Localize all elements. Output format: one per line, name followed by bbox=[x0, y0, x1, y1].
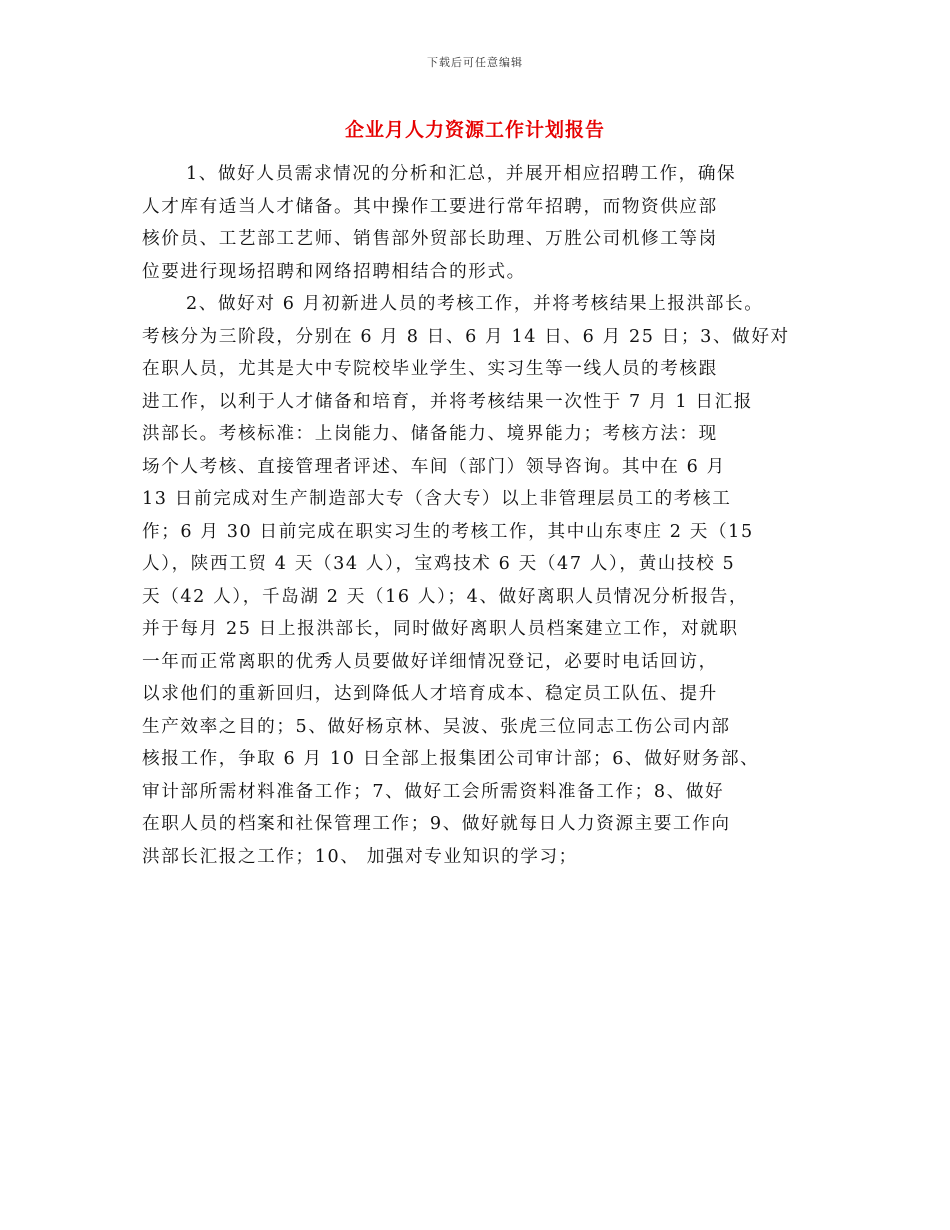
paragraph-line: 人才库有适当人才储备。其中操作工要进行常年招聘，而物资供应部 bbox=[142, 196, 718, 217]
paragraph-line: 一年而正常离职的优秀人员要做好详细情况登记，必要时电话回访， bbox=[142, 651, 718, 672]
paragraph-line: 2、做好对 6 月初新进人员的考核工作，并将考核结果上报洪部长。 bbox=[186, 294, 764, 314]
document-title: 企业月人力资源工作计划报告 bbox=[344, 119, 605, 141]
paragraph-line: 核价员、工艺部工艺师、销售部外贸部长助理、万胜公司机修工等岗 bbox=[142, 229, 718, 249]
paragraph-line: 在职人员的档案和社保管理工作；9、做好就每日人力资源主要工作向 bbox=[142, 814, 731, 834]
paragraph-line: 作；6 月 30 日前完成在职实习生的考核工作，其中山东枣庄 2 天（15 bbox=[142, 521, 754, 542]
page-header-note: 下载后可任意编辑 bbox=[427, 56, 523, 69]
document-body bbox=[142, 158, 822, 873]
paragraph-line: 13 日前完成对生产制造部大专（含大专）以上非管理层员工的考核工 bbox=[142, 489, 732, 509]
paragraph-line: 人），陕西工贸 4 天（34 人），宝鸡技术 6 天（47 人），黄山技校 5 bbox=[142, 554, 736, 574]
paragraph-line: 核报工作，争取 6 月 10 日全部上报集团公司审计部；6、做好财务部、 bbox=[142, 749, 760, 769]
paragraph-line: 以求他们的重新回归，达到降低人才培育成本、稳定员工队伍、提升 bbox=[142, 684, 718, 704]
paragraph-line: 场个人考核、直接管理者评述、车间（部门）领导咨询。其中在 6 月 bbox=[142, 456, 726, 477]
paragraph-line: 1、做好人员需求情况的分析和汇总，并展开相应招聘工作，确保 bbox=[186, 164, 737, 184]
paragraph-line: 天（42 人），千岛湖 2 天（16 人）；4、做好离职人员情况分析报告， bbox=[142, 586, 749, 607]
paragraph-line: 位要进行现场招聘和网络招聘相结合的形式。 bbox=[142, 261, 526, 282]
paragraph-line: 考核分为三阶段，分别在 6 月 8 日、6 月 14 日、6 月 25 日；3、做好对 bbox=[142, 326, 790, 347]
paragraph-line: 并于每月 25 日上报洪部长，同时做好离职人员档案建立工作，对就职 bbox=[142, 619, 739, 639]
paragraph-line: 生产效率之目的；5、做好杨京林、吴波、张虎三位同志工伤公司内部 bbox=[142, 716, 731, 737]
paragraph-line: 洪部长。考核标准：上岗能力、储备能力、境界能力；考核方法：现 bbox=[142, 424, 718, 444]
paragraph-line: 洪部长汇报之工作；10、 加强对专业知识的学习； bbox=[142, 846, 578, 867]
paragraph-line: 在职人员，尤其是大中专院校毕业学生、实习生等一线人员的考核跟 bbox=[142, 359, 718, 379]
paragraph-line: 进工作，以利于人才储备和培育，并将考核结果一次性于 7 月 1 日汇报 bbox=[142, 391, 753, 412]
paragraph-line: 审计部所需材料准备工作；7、做好工会所需资料准备工作；8、做好 bbox=[142, 781, 725, 802]
